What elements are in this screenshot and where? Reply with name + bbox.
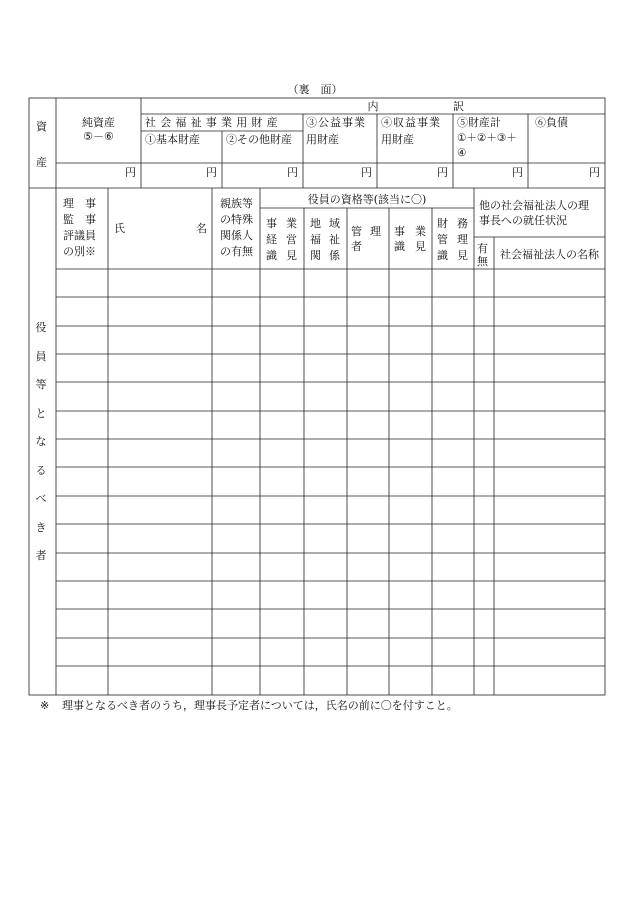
profit-business-header-1: ④収益事業 (381, 116, 441, 129)
other-property-header: ②その他財産 (226, 133, 292, 146)
qual-manager-1: 管理 (351, 225, 389, 238)
other-corp-header-1: 他の社会福祉法人の理 (479, 199, 589, 212)
qualifications-header: 役員の資格等(該当に〇) (307, 193, 427, 206)
asset-label-bottom: 産 (36, 156, 47, 169)
net-assets-formula: ⑤－⑥ (83, 130, 114, 143)
qual-financial-management-3: 識見 (437, 249, 477, 262)
qual-community-welfare-2: 福祉 (310, 233, 348, 246)
yen-unit: 円 (437, 166, 448, 179)
qual-business-insight-1: 事業 (394, 225, 436, 238)
presence-header-2: 無 (477, 255, 488, 268)
qual-community-welfare-3: 関係 (310, 249, 348, 262)
footnote-mark: ※ (40, 699, 50, 712)
name-header-left: 氏 (114, 222, 125, 235)
yen-unit: 円 (287, 166, 298, 179)
role-header-2: 監事 (63, 213, 107, 226)
qual-business-management-1: 事業 (266, 217, 306, 230)
basic-property-header: ①基本財産 (145, 133, 200, 146)
total-property-formula-2: ④ (457, 147, 467, 159)
name-header-right: 名 (196, 222, 207, 235)
asset-label-top: 資 (36, 120, 47, 133)
liabilities-header: ⑥負債 (535, 116, 568, 129)
qual-business-management-2: 経営 (266, 233, 306, 246)
qual-financial-management-1: 財務 (437, 217, 477, 230)
public-interest-header-1: ③公益事業 (306, 116, 366, 129)
officer-section-label: 役 員 等 と な る べ き 者 (35, 321, 47, 562)
relatives-header-2: の特殊 (220, 213, 253, 226)
total-property-header: ⑤財産計 (457, 116, 501, 129)
qual-business-management-3: 識見 (266, 249, 306, 262)
yen-unit: 円 (206, 166, 217, 179)
yen-unit: 円 (589, 166, 600, 179)
qual-community-welfare-1: 地域 (310, 217, 348, 230)
relatives-header-4: の有無 (220, 245, 253, 258)
role-header-3: 評議員 (63, 229, 96, 242)
role-header-1: 理事 (63, 197, 107, 210)
social-welfare-property-header: 社会福祉事業用財産 (145, 116, 282, 129)
other-corp-header-2: 事長への就任状況 (479, 214, 567, 227)
public-interest-header-2: 用財産 (306, 133, 339, 146)
qual-manager-2: 者 (351, 240, 362, 253)
breakdown-header-left: 内 (367, 100, 379, 113)
qual-financial-management-2: 管理 (437, 233, 477, 246)
yen-unit: 円 (361, 166, 372, 179)
relatives-header-1: 親族等 (220, 197, 253, 210)
page-title: （裏 面） (287, 83, 343, 96)
qual-business-insight-2: 識見 (394, 240, 436, 253)
total-property-formula-1: ①＋②＋③＋ (457, 132, 517, 144)
presence-header-1: 有 (477, 242, 488, 255)
net-assets-header: 純資産 (82, 116, 115, 129)
role-header-4: の別※ (63, 245, 96, 258)
yen-unit: 円 (512, 166, 523, 179)
relatives-header-3: 関係人 (220, 229, 253, 242)
breakdown-header-right: 訳 (453, 100, 464, 113)
footnote-text: 理事となるべき者のうち，理事長予定者については，氏名の前に〇を付すこと。 (62, 699, 458, 712)
profit-business-header-2: 用財産 (381, 133, 414, 146)
yen-unit: 円 (125, 166, 136, 179)
corp-name-header: 社会福祉法人の名称 (500, 248, 599, 261)
